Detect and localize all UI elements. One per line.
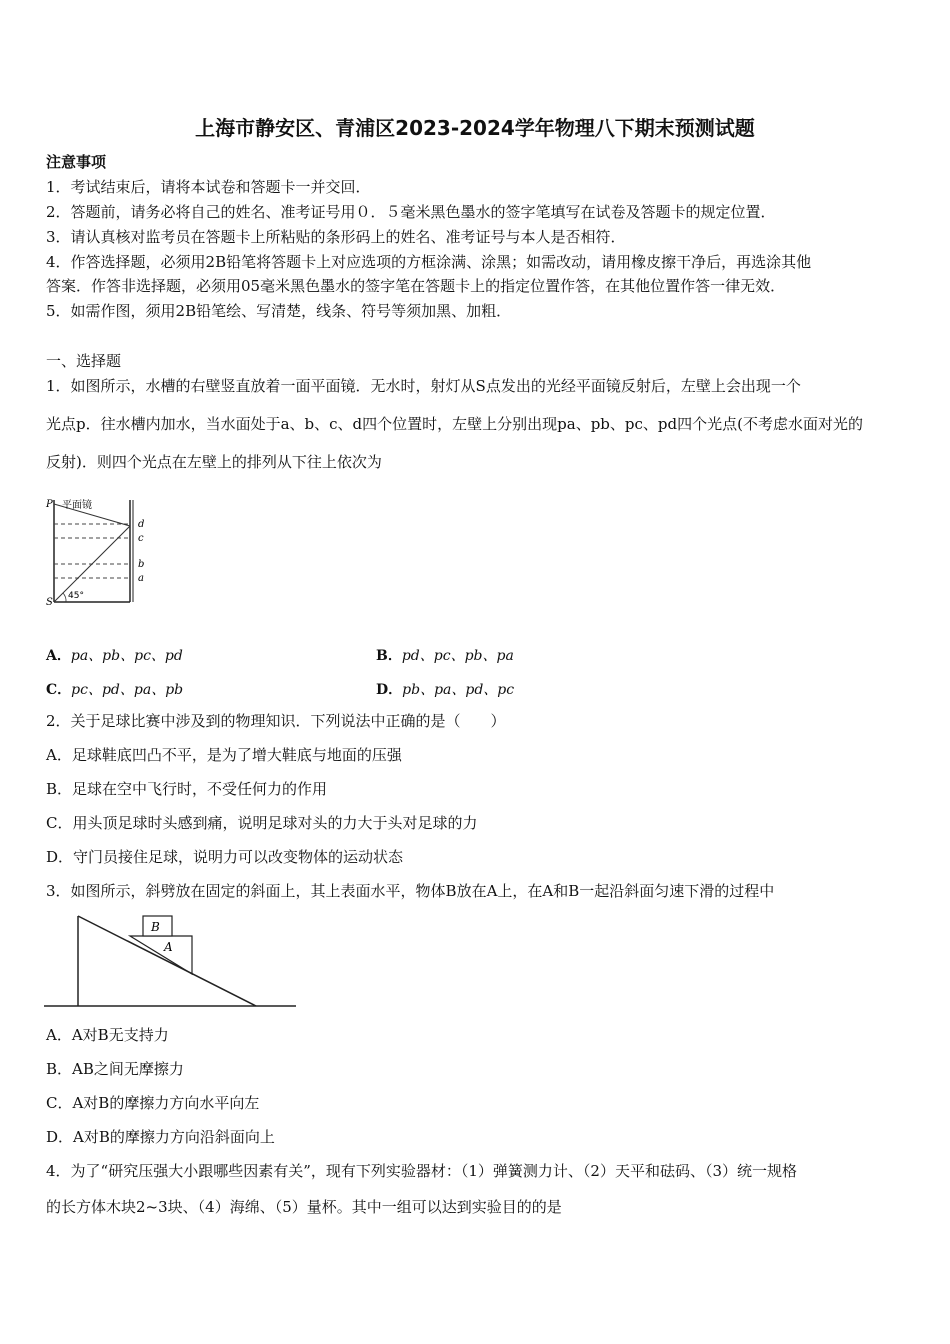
q2-option-a[interactable]: A．足球鞋底凹凸不平，是为了增大鞋底与地面的压强 (46, 746, 402, 764)
notice-item: 4．作答选择题，必须用2B铅笔将答题卡上对应选项的方框涂满、涂黑；如需改动，请用橡皮擦干净后，再选涂其他 (46, 253, 812, 271)
q2-option-b[interactable]: B．足球在空中飞行时，不受任何力的作用 (46, 780, 328, 798)
notice-item: 2．答题前，请务必将自己的姓名、准考证号用０．５毫米黑色墨水的签字笔填写在试卷及答题卡的规定位置． (46, 203, 776, 221)
option-text: pa、pb、pc、pd (70, 648, 183, 664)
option-letter: B． (376, 648, 402, 664)
notice-item: 答案．作答非选择题，必须用05毫米黑色墨水的签字笔在答题卡上的指定位置作答，在其他位置作答一律无效． (46, 277, 786, 295)
option-text: pb、pa、pd、pc (402, 682, 515, 698)
q1-stem-line: 光点p．往水槽内加水，当水面处于a、b、c、d四个位置时，左壁上分别出现pa、pb、pc、pd四个光点(不考虑水面对光的 (46, 415, 863, 433)
q1-stem-line: 反射)．则四个光点在左壁上的排列从下往上依次为 (46, 453, 382, 471)
notice-item: 5．如需作图，须用2B铅笔绘、写清楚，线条、符号等须加黑、加粗． (46, 302, 512, 320)
q1-fig-label-level: b (138, 559, 145, 570)
option-letter: A． (46, 648, 71, 664)
q4-stem-line: 4．为了“研究压强大小跟哪些因素有关”，现有下列实验器材：（1）弹簧测力计、（2）天平和砝码、（3）统一规格 (46, 1162, 798, 1180)
option-text: pd、pc、pb、pa (401, 648, 514, 664)
q1-option-c[interactable] (46, 679, 183, 699)
q1-fig-label-level: a (138, 573, 144, 584)
q1-fig-label-p: P (46, 499, 53, 510)
q3-option-a[interactable]: A．A对B无支持力 (46, 1026, 169, 1044)
q2-stem: 2．关于足球比赛中涉及到的物理知识．下列说法中正确的是（ ） (46, 712, 506, 730)
q4-stem-line: 的长方体木块2~3块、（4）海绵、（5）量杯。其中一组可以达到实验目的的是 (46, 1198, 562, 1216)
q1-fig-label-s: S (46, 597, 53, 608)
q1-option-a[interactable] (46, 645, 183, 665)
q3-stem: 3．如图所示，斜劈放在固定的斜面上，其上表面水平，物体B放在A上，在A和B一起沿斜面匀速下滑的过程中 (46, 882, 775, 900)
q1-option-b[interactable] (376, 645, 514, 665)
q3-option-c[interactable]: C．A对B的摩擦力方向水平向左 (46, 1094, 260, 1112)
page-title: 上海市静安区、青浦区2023-2024学年物理八下期末预测试题 (195, 116, 755, 140)
q1-fig-label-level: c (138, 533, 144, 544)
option-letter: D． (376, 682, 403, 698)
q2-option-c[interactable]: C．用头顶足球时头感到痛，说明足球对头的力大于头对足球的力 (46, 814, 478, 832)
q3-fig-label-a: A (164, 940, 173, 954)
q1-mirror-figure (44, 492, 156, 610)
notice-item: 3．请认真核对监考员在答题卡上所粘贴的条形码上的姓名、准考证号与本人是否相符． (46, 228, 626, 246)
option-text: pc、pd、pa、pb (71, 682, 184, 698)
q3-option-b[interactable]: B．AB之间无摩擦力 (46, 1060, 184, 1078)
section-heading: 一、选择题 (46, 352, 122, 370)
q3-fig-label-b: B (151, 920, 160, 934)
q1-fig-label-level: d (138, 519, 145, 530)
q3-incline-figure (44, 910, 300, 1010)
q1-option-d[interactable] (376, 679, 514, 699)
q1-stem-line: 1．如图所示，水槽的右壁竖直放着一面平面镜．无水时，射灯从S点发出的光经平面镜反射后，左壁上会出现一个 (46, 377, 801, 395)
notice-heading: 注意事项 (46, 153, 107, 171)
option-letter: C． (46, 682, 72, 698)
q3-option-d[interactable]: D．A对B的摩擦力方向沿斜面向上 (46, 1128, 275, 1146)
q1-fig-label-mirror: 平面镜 (62, 500, 92, 511)
q2-option-d[interactable]: D．守门员接住足球，说明力可以改变物体的运动状态 (46, 848, 404, 866)
notice-item: 1．考试结束后，请将本试卷和答题卡一并交回． (46, 178, 371, 196)
q1-fig-label-angle: 45° (68, 591, 84, 601)
